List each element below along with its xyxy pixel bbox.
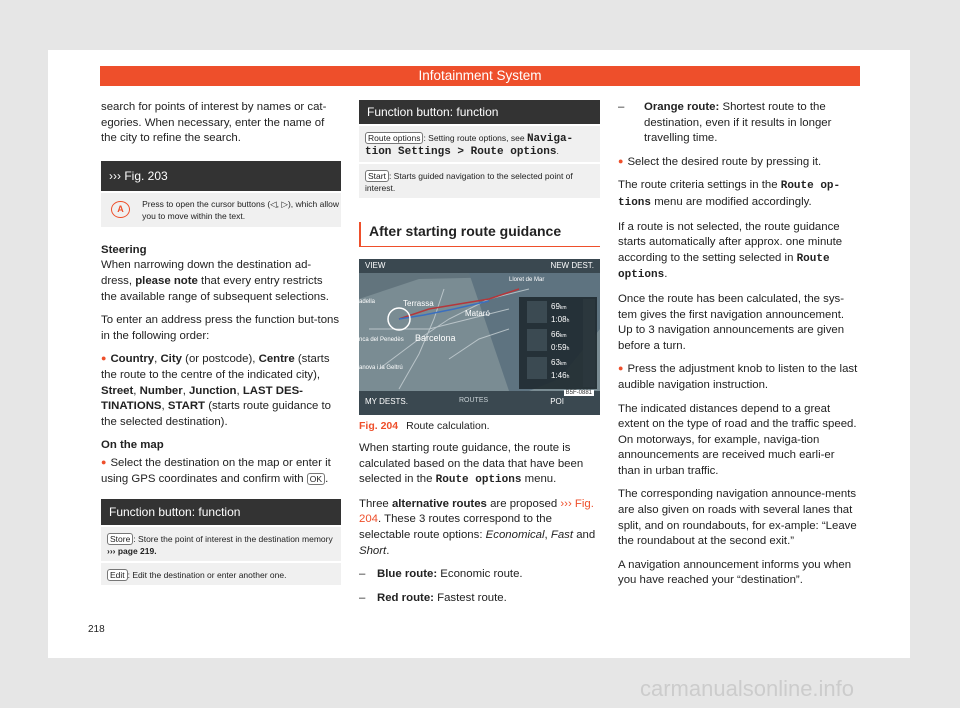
map-label-vilanova: anova i la Geltrú xyxy=(359,365,403,371)
figure-code: B5F-0881 xyxy=(565,390,592,396)
edit-key: Edit xyxy=(107,569,128,581)
select-route-instruction: ● Select the desired route by pressing it. xyxy=(618,155,858,171)
paragraph-distances: The indicated distances depend to a great extent on the type of road and the traffic speed. On motorways, for example, naviga-tion announcements are received much earli-er than in urban traffic. xyxy=(618,402,857,477)
page-header: Infotainment System xyxy=(100,66,860,86)
paragraph-destination: A navigation announcement informs you when you have reached your “destination”. xyxy=(618,558,852,587)
paragraph-route-criteria: The route criteria settings in the Route op-tions menu are modified accordingly. xyxy=(618,179,841,209)
map-label-penedes: nca del Penedès xyxy=(359,337,404,343)
steering-sequence: ● Country, City (or postcode), Centre (starts the route to the centre of the indicated city), Street, Number, Junction, LAST DES-TINATIONS, START (starts route guidance to the selected destination). xyxy=(101,352,341,430)
on-map-instruction: ● Select the destination on the map or enter it using GPS coordinates and confirm with OK . xyxy=(101,456,341,487)
page-number: 218 xyxy=(88,624,105,635)
function-button-table-header: Function button: function xyxy=(101,499,341,525)
start-key: Start xyxy=(365,170,389,182)
paragraph-lanes: The corresponding navigation announce-ments are also given on roads with several lanes that split, and on roundabouts, for ex-ample: “Leave the roundabout at the second exit.” xyxy=(618,488,857,548)
figure-caption: Fig. 204 Route calculation. xyxy=(359,420,490,432)
column-3 xyxy=(618,100,858,597)
route-options-key: Route options xyxy=(365,132,423,144)
adjustment-knob-instruction: ● Press the adjustment knob to listen to the last audible navigation instruction. xyxy=(618,362,858,393)
map-label-lloret: Lloret de Mar xyxy=(509,277,545,283)
legend-text: Press to open the cursor buttons (◁, ▷), which allow you to move within the text. xyxy=(142,198,339,221)
steering-paragraph-2: To enter an address press the function but-tons in the following order: xyxy=(101,314,340,342)
route-option-3[interactable]: 63km 1:46h xyxy=(551,358,570,380)
function-row-start: Start : Starts guided navigation to the selected point of interest. xyxy=(359,164,600,198)
map-label-barcelona: Barcelona xyxy=(415,333,456,343)
red-route-item: – Red route: Fastest route. xyxy=(359,591,507,604)
route-calculation-figure xyxy=(359,259,600,415)
my-dests-button[interactable]: MY DESTS. xyxy=(365,397,408,406)
paragraph-alt-routes: Three alternative routes are proposed ››› Fig. 204. These 3 routes correspond to the selectable route options: Economical, Fast and Short. xyxy=(359,497,596,557)
view-button[interactable]: VIEW xyxy=(365,261,386,270)
poi-button[interactable]: POI xyxy=(550,397,564,406)
section-heading: After starting route guidance xyxy=(359,222,600,247)
legend-letter: A xyxy=(111,201,130,218)
blue-route-item: – Blue route: Economic route. xyxy=(359,568,523,581)
map-label-sadell: adella xyxy=(359,299,376,305)
page-link[interactable]: ››› page 219. xyxy=(107,546,157,557)
steering-paragraph-1: When narrowing down the destination ad-dress, please note that every entry restricts the available range of subsequent selections. xyxy=(101,259,329,303)
ok-key: OK xyxy=(307,473,325,485)
on-map-heading: On the map xyxy=(101,439,164,452)
function-button-table-header-2: Function button: function xyxy=(359,100,600,124)
function-row-route-options: Route options : Setting route options, see Naviga-tion Settings > Route options. xyxy=(359,126,600,162)
figure-reference-bar[interactable]: ››› Fig. 203 xyxy=(101,161,341,191)
route-option-1[interactable]: 69km 1:08h xyxy=(551,302,570,324)
store-key: Store xyxy=(107,533,133,545)
column-2 xyxy=(359,100,600,614)
route-option-2[interactable]: 66km 0:59h xyxy=(551,330,570,352)
paragraph-announcements: Once the route has been calculated, the sys-tem gives the first navigation announcement. Up to 3 navigation announcements are given before a turn. xyxy=(618,292,845,352)
function-row-store: Store : Store the point of interest in the destination memory ››› page 219. xyxy=(101,527,341,561)
watermark: carmanualsonline.info xyxy=(640,676,855,701)
routes-button[interactable]: ROUTES xyxy=(459,397,489,404)
orange-route-item: – Orange route: Shortest route to the destination, even if it results in longer travelling time. xyxy=(618,101,832,145)
function-row-edit: Edit : Edit the destination or enter another one. xyxy=(101,563,341,585)
intro-paragraph: search for points of interest by names or cat-egories. When necessary, enter the name of the city to refine the search. xyxy=(101,101,327,145)
map-label-mataro: Mataró xyxy=(465,309,490,318)
column-1 xyxy=(101,100,341,585)
steering-heading: Steering xyxy=(101,243,147,256)
paragraph-auto-start: If a route is not selected, the route guidance starts automatically after approx. one minute according to the setting selected in Route options. xyxy=(618,220,843,282)
figure-link[interactable]: ››› Fig. 204 xyxy=(359,497,594,526)
new-dest-button[interactable]: NEW DEST. xyxy=(550,261,594,270)
paragraph-route-calc: When starting route guidance, the route is calculated based on the data that have been selected in the Route options menu. xyxy=(359,442,584,487)
map-label-terrassa: Terrassa xyxy=(403,299,434,308)
legend-row-a xyxy=(101,193,341,227)
